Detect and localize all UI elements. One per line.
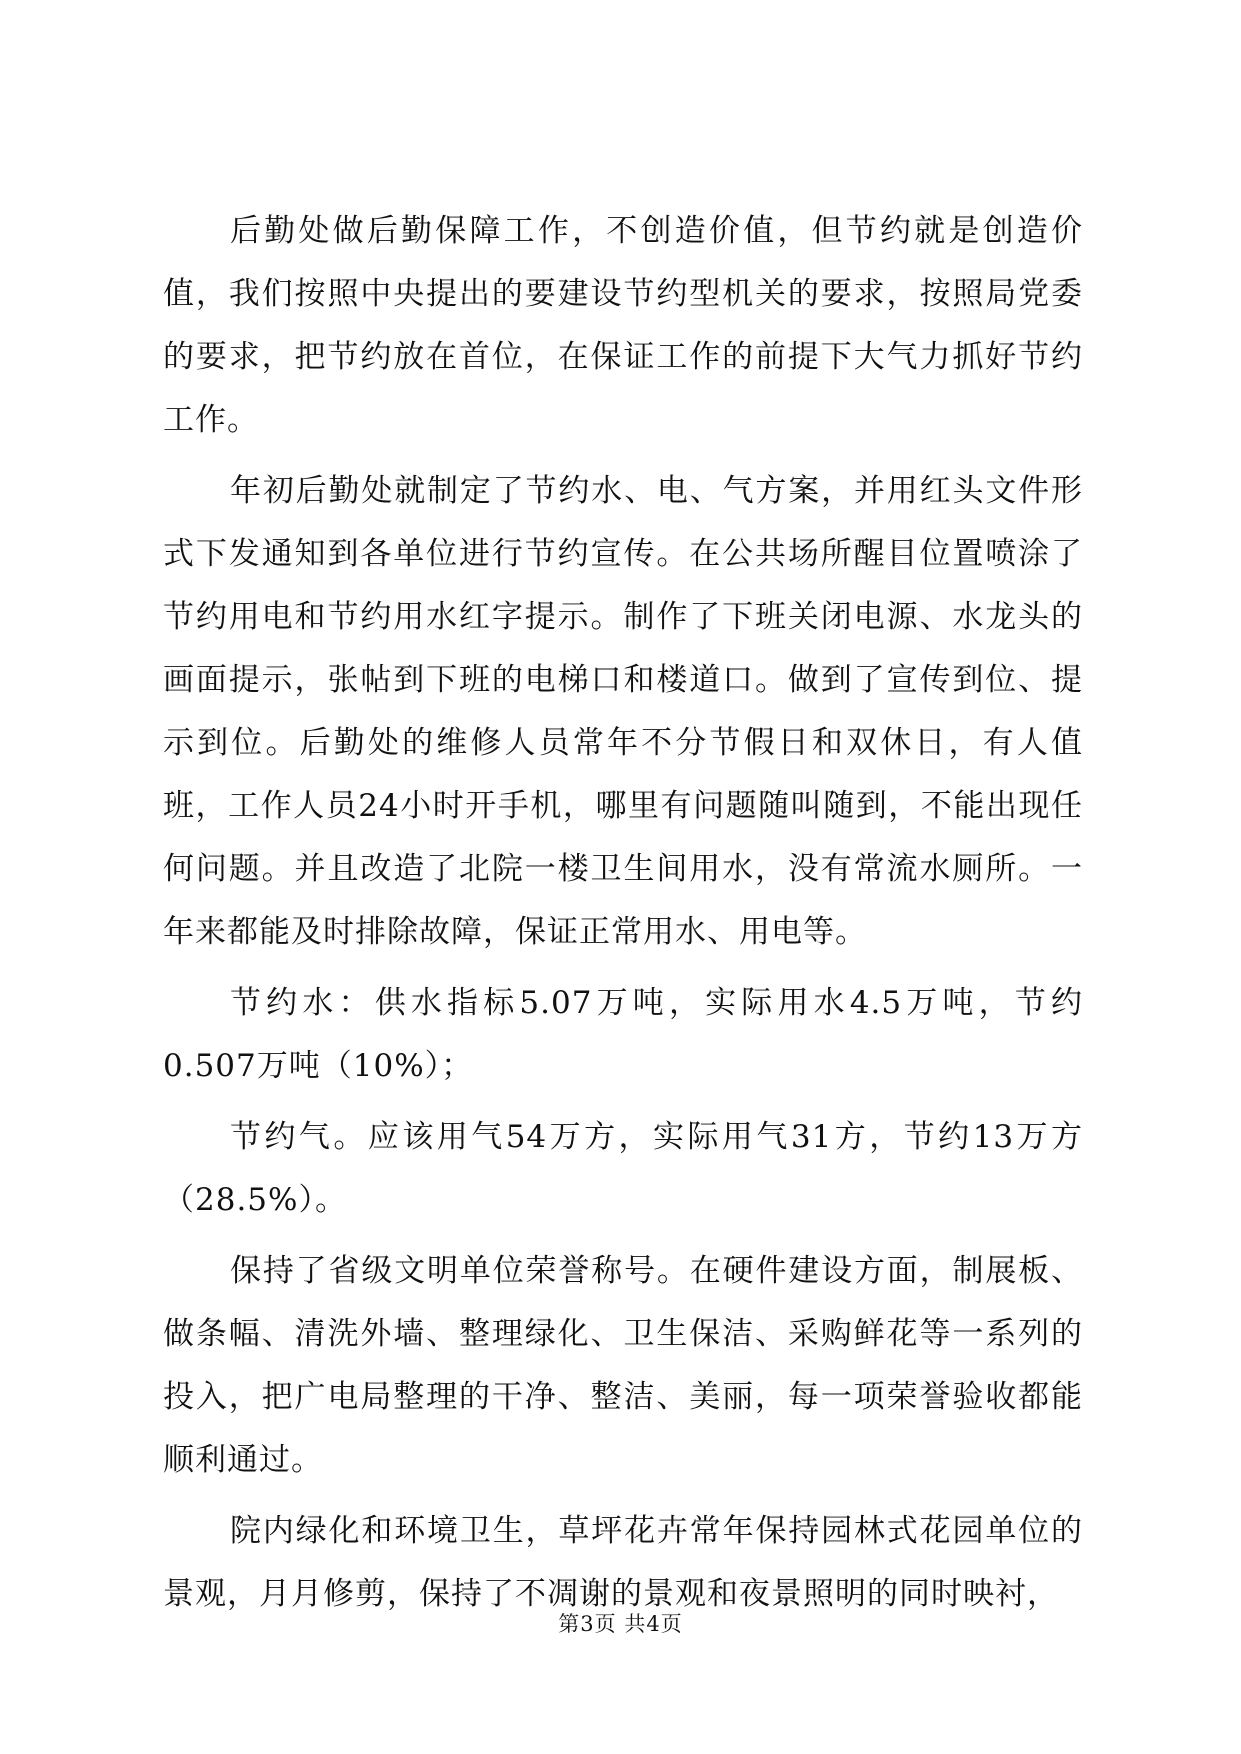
paragraph-greening: 院内绿化和环境卫生，草坪花卉常年保持园林式花园单位的景观，月月修剪，保持了不凋谢的景观和夜景照明的同时映衬，: [163, 1513, 1083, 1612]
paragraph-logistics-intro: 后勤处做后勤保障工作，不创造价值，但节约就是创造价值，我们按照中央提出的要建设节约型机关的要求，按照局党委的要求，把节约放在首位，在保证工作的前提下大气力抓好节约工作。: [163, 213, 1083, 438]
document-body: [163, 200, 1083, 1634]
paragraph-water-saving: 节约水：供水指标5.07万吨，实际用水4.5万吨，节约0.507万吨（10%）；: [163, 985, 1083, 1084]
paragraph-saving-plan: 年初后勤处就制定了节约水、电、气方案，并用红头文件形式下发通知到各单位进行节约宣传。在公共场所醒目位置喷涂了节约用电和节约用水红字提示。制作了下班关闭电源、水龙头的画面提示，张帖到下班的电梯口和楼道口。做到了宣传到位、提示到位。后勤处的维修人员常年不分节假日和双休日，有人值班，工作人员24小时开手机，哪里有问题随叫随到，不能出现任何问题。并且改造了北院一楼卫生间用水，没有常流水厕所。一年来都能及时排除故障，保证正常用水、用电等。: [163, 473, 1083, 950]
paragraph-gas-saving: 节约气。应该用气54万方，实际用气31方，节约13万方（28.5%）。: [163, 1119, 1083, 1218]
page-number-footer: 第3页 共4页: [558, 1612, 683, 1636]
paragraph-civilized-unit: 保持了省级文明单位荣誉称号。在硬件建设方面，制展板、做条幅、清洗外墙、整理绿化、卫生保洁、采购鲜花等一系列的投入，把广电局整理的干净、整洁、美丽，每一项荣誉验收都能顺利通过。: [163, 1253, 1083, 1478]
